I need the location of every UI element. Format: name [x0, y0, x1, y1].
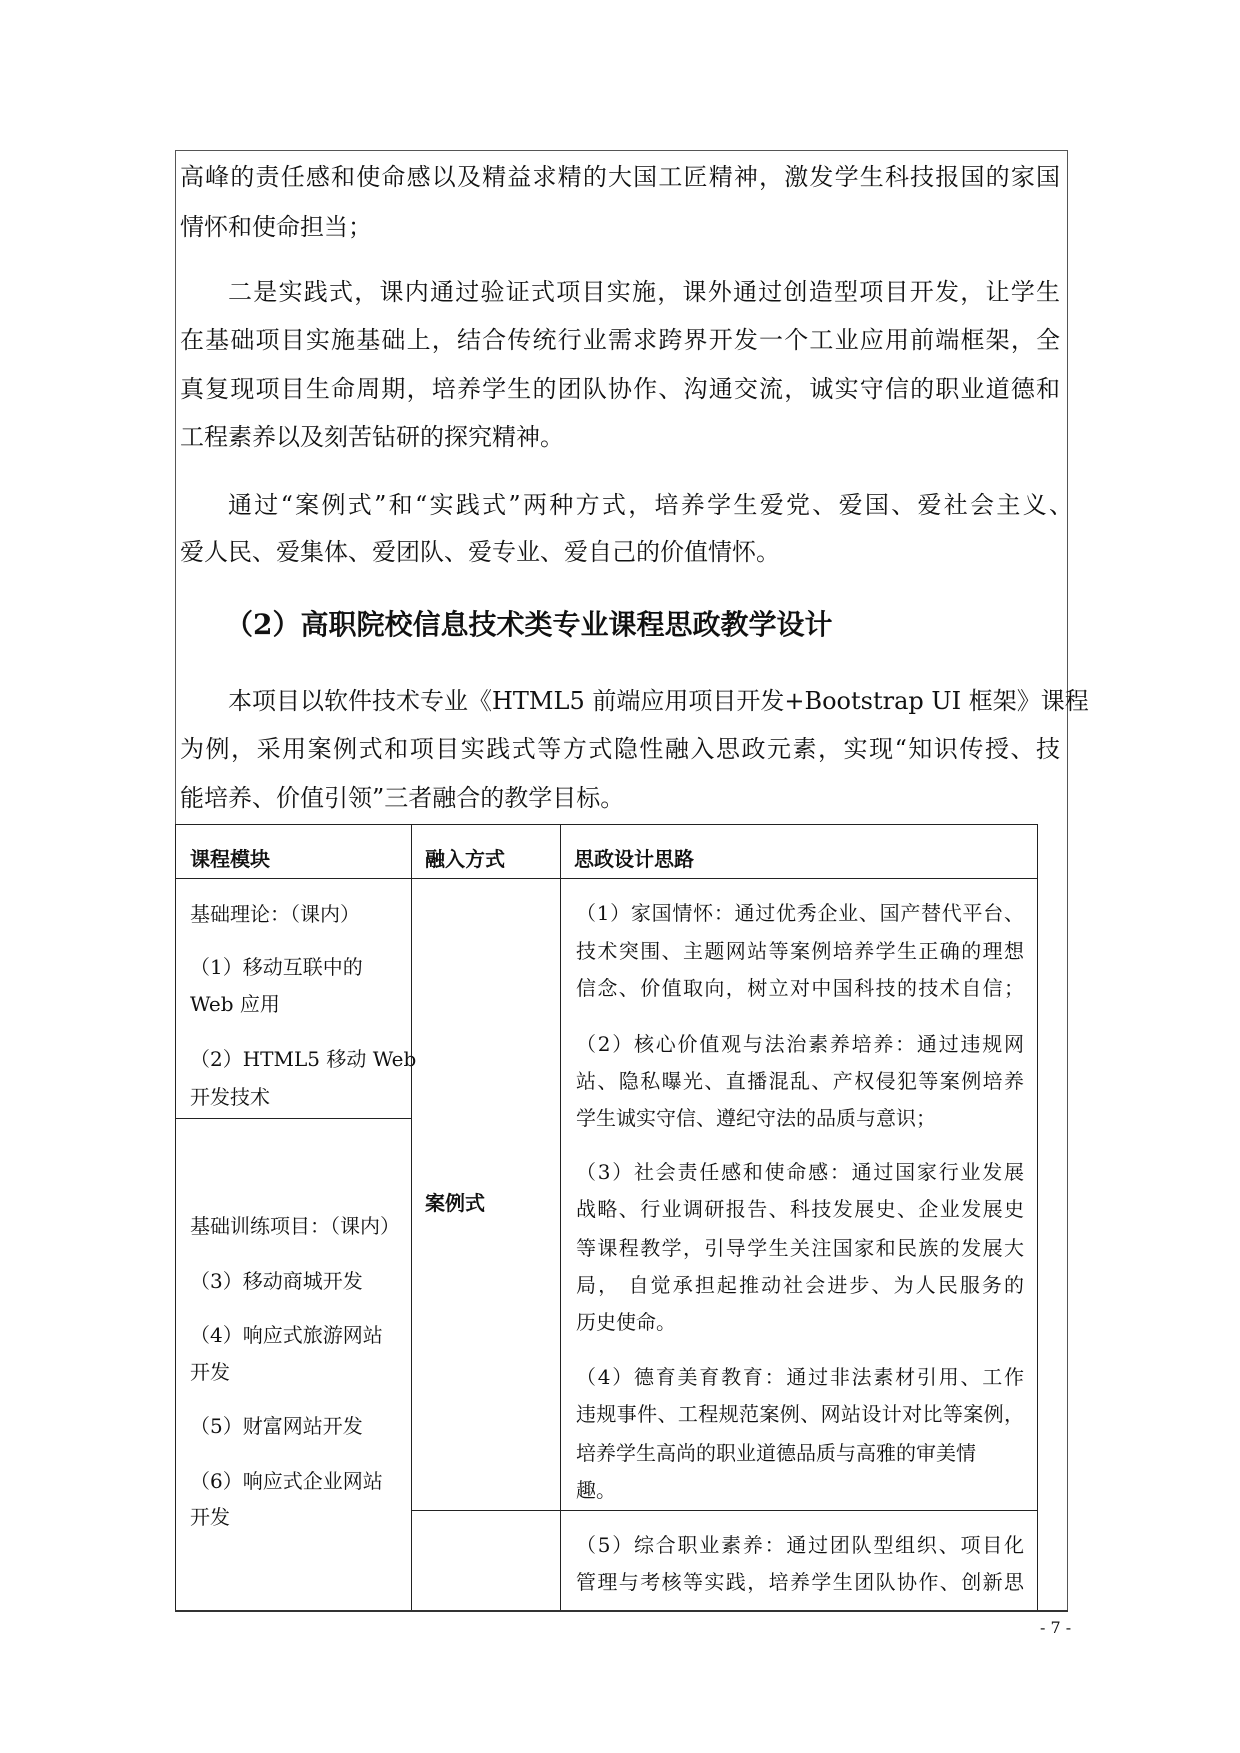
idea-line: 趣。 [576, 1478, 616, 1502]
module-line: （2）HTML5 移动 Web [190, 1047, 417, 1071]
module-line: 开发 [190, 1505, 230, 1529]
paragraph-line: 爱人民、爱集体、爱团队、爱专业、爱自己的价值情怀。 [180, 538, 780, 566]
paragraph-line: 高峰的责任感和使命感以及精益求精的大国工匠精神，激发学生科技报国的家国 [180, 163, 1060, 191]
header-course-module: 课程模块 [190, 847, 270, 871]
idea-line: 站、隐私曝光、直播混乱、产权侵犯等案例培养 [576, 1069, 1024, 1093]
module-line: （3）移动商城开发 [190, 1269, 363, 1293]
idea-line: 管理与考核等实践，培养学生团队协作、创新思 [576, 1570, 1024, 1594]
paragraph-line: 情怀和使命担当； [180, 213, 372, 241]
frame-bottom [175, 1610, 1068, 1612]
idea-line: 学生诚实守信、遵纪守法的品质与意识； [576, 1106, 936, 1130]
paragraph-line: 能培养、价值引领”三者融合的教学目标。 [180, 784, 625, 812]
method-case: 案例式 [425, 1191, 485, 1215]
column-divider [560, 824, 561, 1612]
idea-line: 培养学生高尚的职业道德品质与高雅的审美情 [576, 1441, 976, 1465]
idea-line: （2）核心价值观与法治素养培养：通过违规网 [576, 1032, 1024, 1056]
module-line: 开发技术 [190, 1085, 270, 1109]
page-number: - 7 - [1040, 1618, 1072, 1637]
paragraph-line: 工程素养以及刻苦钻研的探究精神。 [180, 423, 564, 451]
idea-line: （1）家国情怀：通过优秀企业、国产替代平台、 [576, 901, 1024, 925]
paragraph-line: 二是实践式，课内通过验证式项目实施，课外通过创造型项目开发，让学生 [228, 278, 1060, 306]
idea-line: 局， 自觉承担起推动社会进步、为人民服务的 [576, 1273, 1024, 1297]
paragraph-line: 在基础项目实施基础上，结合传统行业需求跨界开发一个工业应用前端框架，全 [180, 326, 1060, 354]
idea-line: 技术突围、主题网站等案例培养学生正确的理想 [576, 939, 1024, 963]
paragraph-line: 真复现项目生命周期，培养学生的团队协作、沟通交流，诚实守信的职业道德和 [180, 375, 1060, 403]
idea-line: 等课程教学，引导学生关注国家和民族的发展大 [576, 1236, 1024, 1260]
idea-line: （5）综合职业素养：通过团队型组织、项目化 [576, 1533, 1024, 1557]
header-method: 融入方式 [425, 847, 505, 871]
idea-line: （4）德育美育教育：通过非法素材引用、工作 [576, 1365, 1024, 1389]
module-line: （6）响应式企业网站 [190, 1469, 383, 1493]
column-divider [411, 824, 412, 1612]
row-divider [411, 1510, 1038, 1511]
module-line: 开发 [190, 1360, 230, 1384]
module-line: （5）财富网站开发 [190, 1414, 363, 1438]
idea-line: 历史使命。 [576, 1310, 676, 1334]
idea-line: 信念、价值取向，树立对中国科技的技术自信； [576, 976, 1024, 1000]
module-line: （1）移动互联中的 [190, 955, 363, 979]
idea-line: （3）社会责任感和使命感：通过国家行业发展 [576, 1160, 1024, 1184]
paragraph-line: 通过“案例式”和“实践式”两种方式，培养学生爱党、爱国、爱社会主义、 [228, 491, 1073, 519]
module-line: 基础训练项目：（课内） [190, 1214, 400, 1238]
header-divider [175, 878, 1038, 879]
idea-line: 违规事件、工程规范案例、网站设计对比等案例， [576, 1402, 1024, 1426]
paragraph-line: 为例，采用案例式和项目实践式等方式隐性融入思政元素，实现“知识传授、技 [180, 735, 1060, 763]
row-divider [175, 1118, 411, 1119]
paragraph-line: 本项目以软件技术专业《HTML5 前端应用项目开发+Bootstrap UI 框架》课程 [228, 687, 1089, 715]
module-line: 基础理论：（课内） [190, 902, 360, 926]
header-design-idea: 思政设计思路 [574, 847, 694, 871]
section-title: （2）高职院校信息技术类专业课程思政教学设计 [225, 608, 833, 641]
module-line: （4）响应式旅游网站 [190, 1323, 383, 1347]
idea-line: 战略、行业调研报告、科技发展史、企业发展史 [576, 1197, 1024, 1221]
module-line: Web 应用 [190, 992, 280, 1016]
